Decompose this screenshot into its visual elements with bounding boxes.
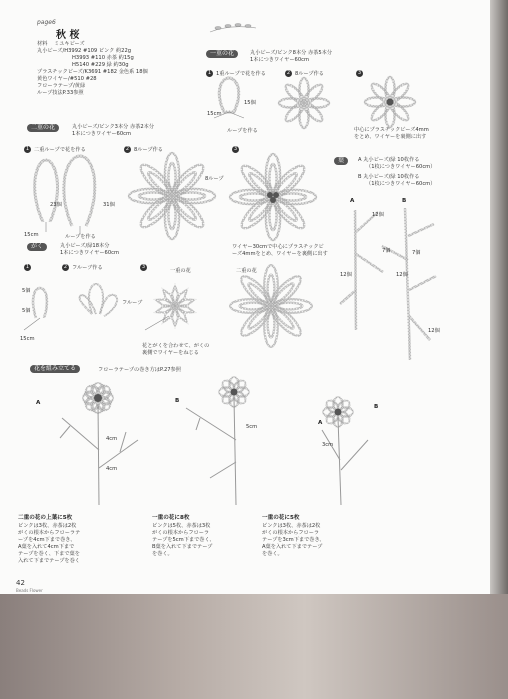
- section-label-gaku: がく: [27, 243, 47, 251]
- leaf-b: [382, 208, 436, 360]
- hitoe-spec: 1本につきワイヤー60cm: [250, 57, 310, 63]
- nijyu-with-center: [230, 154, 316, 240]
- assembly-fig1: [60, 383, 138, 505]
- gaku-note: 花とがくを合わせて、がくの: [142, 343, 210, 349]
- material-line: H5140 #229 緑 約30g: [72, 62, 129, 68]
- step-number: 2: [63, 264, 68, 270]
- page-title: 秋 桜: [56, 30, 80, 41]
- fig1-dim2: 4cm: [106, 466, 118, 472]
- photo-background: [0, 594, 508, 699]
- nijyu-step1: 二重ループで花を作る: [34, 147, 86, 153]
- fig3-mark-a: A: [318, 420, 323, 426]
- nijyu-double-loop: [35, 156, 95, 234]
- step-text-1-line: テープを巻く、下まで葉を: [18, 551, 80, 557]
- step-text-2-line: テープを5cm下まで巻く、: [152, 537, 215, 543]
- assembly-fig2: [186, 377, 249, 505]
- ha-a-spec: A 丸小ビーズ/緑 10枚作る: [358, 157, 420, 163]
- step-text-1-line: ープを4cm下まで巻き、: [18, 537, 76, 543]
- leaf-ornament: [210, 24, 256, 33]
- step-text-2-heading: 一重の花に8枚: [152, 515, 190, 521]
- nijyu-spec: 丸小ビーズ/ピンク3本分 赤茶2本分: [72, 124, 155, 130]
- fig1-dim: 4cm: [106, 436, 118, 442]
- section-label-hitoe: 一重の花: [206, 50, 238, 58]
- hitoe-8loops: [279, 78, 329, 128]
- page-number: 42: [16, 579, 25, 587]
- step-number: 2: [125, 146, 130, 152]
- hitoe-length: 15cm: [207, 111, 222, 117]
- step-number: 3: [233, 146, 238, 152]
- leaf-count: 12個: [340, 272, 352, 278]
- step-text-2-line: B葉を入れて下までテープ: [152, 544, 213, 550]
- material-line: ループ技法P.33参照: [37, 90, 84, 96]
- ha-b-spec: B 丸小ビーズ/緑 10枚作る: [358, 174, 420, 180]
- nijyu-center-note: ワイヤー30cmで中心にプラスチックビ: [232, 244, 324, 250]
- gaku-note: 裏側でワイヤーをねじる: [142, 350, 199, 356]
- nijyu-spec: 1本につきワイヤー60cm: [72, 131, 132, 137]
- section-label-assemble: 花を組み立てる: [30, 365, 80, 373]
- material-line: 丸小ビーズ/H3992 #109 ピンク 約22g: [37, 48, 132, 54]
- hitoe-center-note: 中心にプラスチックビーズ4mm: [354, 127, 429, 133]
- step-number: 2: [286, 70, 291, 76]
- leaf-mark-a: A: [350, 198, 355, 204]
- gaku-count-b: 5個: [22, 308, 31, 314]
- fig2-dim: 5cm: [246, 424, 258, 430]
- gaku-star: [145, 286, 195, 330]
- assembly-fig3: [322, 397, 368, 505]
- page-edge: [490, 0, 508, 600]
- leaf-count: 12個: [372, 212, 384, 218]
- step-text-1-line: 入れて下までテープを巻く: [18, 558, 80, 564]
- step-text-1-heading: 二重の花の上葉に5枚: [18, 515, 73, 521]
- step-text-2-line: を巻く。: [152, 551, 173, 557]
- step-text-3-heading: 一重の花に5枚: [262, 515, 300, 521]
- step-number: 1: [207, 70, 212, 76]
- hitoe-spec: 丸小ビーズ/ピンク8本分 赤茶5本分: [250, 50, 333, 56]
- footer-sub: Beads Flower: [16, 588, 43, 593]
- hitoe-with-center: [365, 77, 415, 127]
- hitoe-note: ループを作る: [227, 128, 258, 134]
- step-text-1-line: ピンクは3枚、赤茶は2枚: [18, 523, 77, 529]
- step-text-3-line: がくの根本からフローラ: [262, 530, 320, 536]
- fig1-mark: A: [36, 400, 41, 406]
- nijyu-8loops: [129, 153, 215, 239]
- hitoe-step2: 8ループ作る: [295, 71, 324, 77]
- step-text-1-line: A葉を入れて4cm下まで: [18, 544, 75, 550]
- hitoe-center-note: をとめ、ワイヤーを裏側に出す: [354, 134, 427, 140]
- section-label-ha: 葉: [334, 157, 348, 165]
- gaku-spec: 丸小ビーズ/緑18本分: [60, 243, 110, 249]
- leaf-mark-b: B: [402, 198, 407, 204]
- page-label: page6: [37, 19, 56, 26]
- leaf-count: 12個: [428, 328, 440, 334]
- hitoe-count: 15個: [244, 100, 256, 106]
- leaf-count: 7個: [412, 250, 421, 256]
- nijyu-length: 15cm: [24, 232, 39, 238]
- step-text-2-line: ピンクは5枚、赤茶は3枚: [152, 523, 211, 529]
- material-line: 黄色ワイヤー/#510 #28: [37, 76, 97, 82]
- nijyu-note: ループを作る: [65, 234, 96, 240]
- ha-b-spec: （1枚につきワイヤー60cm）: [366, 181, 436, 187]
- gaku-step2: フルーブ作る: [72, 265, 103, 271]
- gaku-with-flower: [230, 265, 312, 347]
- step-text-3-line: テープを3cm下まで巻き、: [262, 537, 325, 543]
- nijyu-count-b: 31個: [103, 202, 115, 208]
- gaku-length: 15cm: [20, 336, 35, 342]
- nijyu-step2: 8ループ作る: [134, 147, 163, 153]
- leaf-count: 7個: [382, 248, 391, 254]
- fig3-dim: 3cm: [322, 442, 334, 448]
- fig2-mark: B: [175, 398, 180, 404]
- step-text-3-line: を巻く。: [262, 551, 283, 557]
- material-line: プラスチックビーズ/K3691 #182 金色系 18個: [37, 69, 148, 75]
- section-label-nijyu: 二重の花: [27, 124, 59, 132]
- gaku-spec: 1本につきワイヤー60cm: [60, 250, 120, 256]
- step-number: 3: [357, 70, 362, 76]
- step-number: 1: [25, 146, 30, 152]
- step-number: 1: [25, 264, 30, 270]
- step-text-3-line: A葉を入れて下までテープ: [262, 544, 323, 550]
- materials-brand: ミユキビーズ: [54, 41, 85, 47]
- leaf-count: 12個: [396, 272, 408, 278]
- gaku-flower-label-b: 二重の花: [236, 268, 257, 274]
- fig3-mark-b: B: [374, 404, 379, 410]
- gaku-flower-label-a: 一重の花: [170, 268, 191, 274]
- leaf-a: [340, 210, 383, 330]
- step-text-1-line: がくの根本からフローラテ: [18, 530, 81, 536]
- gaku-count-a: 5個: [22, 288, 31, 294]
- nijyu-count-a: 23個: [50, 202, 62, 208]
- ha-a-spec: （1枚につきワイヤー60cm）: [366, 164, 436, 170]
- nijyu-center-note: ーズ4mmをとめ、ワイヤーを裏側に出す: [232, 251, 328, 257]
- hitoe-step1: 1重ループで花を作る: [216, 71, 266, 77]
- gaku-5loops: [80, 284, 117, 316]
- step-number: 3: [141, 264, 146, 270]
- nijyu-loop-label: 8ループ: [205, 176, 224, 182]
- step-text-2-line: がくの根本からフローラ: [152, 530, 210, 536]
- gaku-loop-label: フルーブ: [122, 300, 143, 306]
- material-line: H3993 #110 赤茶 約15g: [72, 55, 134, 61]
- assemble-note: フローラテープの巻き方はP.27参照: [98, 367, 181, 373]
- step-text-3-line: ピンクは3枚、赤茶は2枚: [262, 523, 321, 529]
- material-line: フローラテープ/黄緑: [37, 83, 86, 89]
- materials-heading: 材料: [37, 41, 48, 47]
